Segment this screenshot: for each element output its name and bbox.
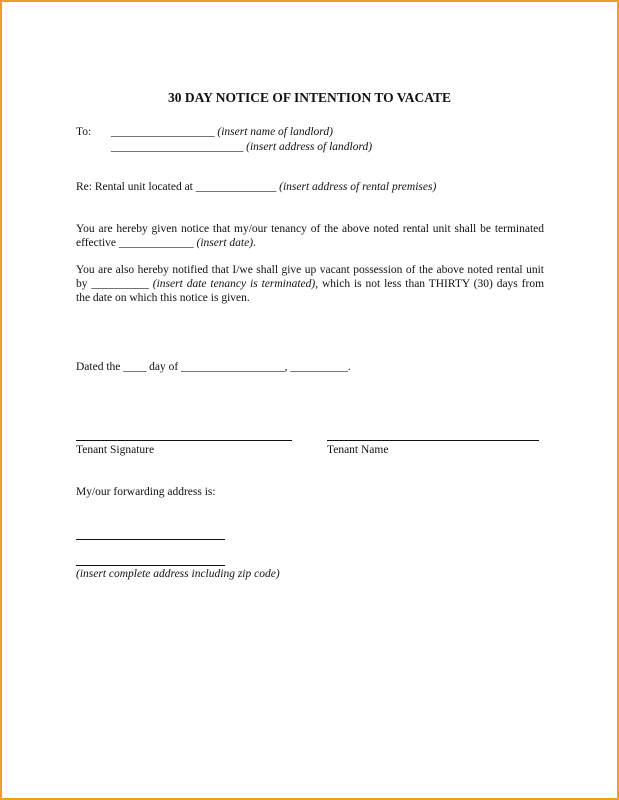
- re-prefix: Re: Rental unit located at: [76, 181, 193, 193]
- notice-text: You are hereby given notice that my/our tenancy of the above noted rental unit shall be terminated effective: [76, 223, 544, 249]
- possession-text: You are also hereby notified that I/we shall give up vacant possession of the above noted rental unit by: [76, 264, 544, 290]
- possession-paragraph: [76, 264, 544, 305]
- notice-paragraph: [76, 223, 544, 251]
- re-hint: (insert address of rental premises): [279, 181, 437, 193]
- possession-text-end: , which is not less than THIRTY (30) days from the date on which this notice is given.: [76, 277, 545, 304]
- tenant-name-line: [327, 440, 539, 441]
- notice-period: .: [253, 236, 256, 249]
- landlord-address-blank: _______________________: [111, 141, 244, 153]
- effective-date-blank: _____________: [118, 236, 194, 249]
- re-line: [76, 180, 436, 194]
- re-blank: ______________: [195, 181, 277, 193]
- forwarding-address-line-2: [76, 565, 225, 566]
- effective-date-hint: (insert date): [196, 236, 254, 249]
- dated-line: Dated the ____ day of __________________, __________.: [76, 361, 351, 373]
- forwarding-address-hint: (insert complete address including zip code): [76, 568, 280, 580]
- forwarding-address-label: My/our forwarding address is:: [76, 486, 216, 498]
- tenant-signature-label: Tenant Signature: [76, 444, 155, 456]
- tenant-signature-line: [76, 440, 292, 441]
- document-title: 30 DAY NOTICE OF INTENTION TO VACATE: [167, 90, 452, 105]
- landlord-name-blank: __________________: [111, 126, 215, 138]
- landlord-name-field: [111, 125, 333, 139]
- landlord-address-hint: (insert address of landlord): [246, 141, 373, 153]
- termination-date-hint: (insert date tenancy is terminated): [152, 277, 316, 290]
- landlord-address-field: [111, 140, 372, 154]
- tenant-name-label: Tenant Name: [327, 444, 389, 456]
- to-label: To:: [76, 126, 92, 138]
- landlord-name-hint: (insert name of landlord): [217, 126, 333, 138]
- termination-date-blank: __________: [91, 277, 149, 290]
- forwarding-address-line-1: [76, 539, 225, 540]
